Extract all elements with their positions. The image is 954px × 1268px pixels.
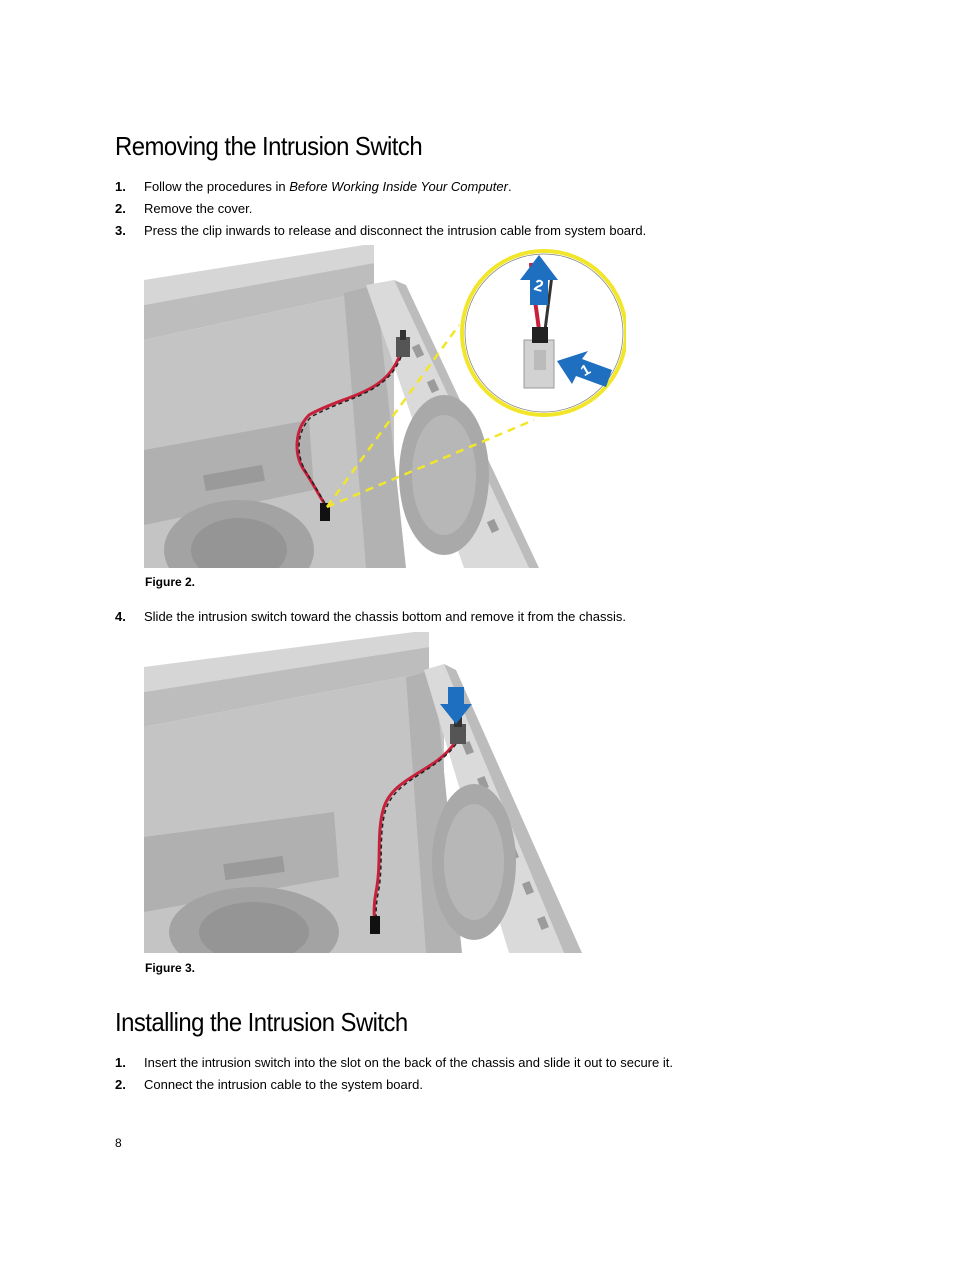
- step-number: 1.: [115, 1055, 126, 1070]
- figure-2-caption: Figure 2.: [145, 575, 196, 589]
- step-number: 2.: [115, 1077, 126, 1092]
- callout-2: 2: [532, 277, 546, 296]
- callout-1: 1: [577, 361, 594, 381]
- figure-3-image: [144, 632, 582, 953]
- figure-3-caption: Figure 3.: [145, 961, 196, 975]
- step-number: 3.: [115, 223, 126, 238]
- figure-2-image: [144, 245, 626, 568]
- step-text: Insert the intrusion switch into the slot on the back of the chassis and slide it out to secure it.: [144, 1055, 673, 1070]
- step-text: Connect the intrusion cable to the system board.: [144, 1077, 423, 1092]
- page-number: 8: [115, 1136, 122, 1150]
- step-text: Slide the intrusion switch toward the chassis bottom and remove it from the chassis.: [144, 609, 626, 624]
- step-text-lead: Follow the procedures in: [144, 179, 290, 194]
- figure-2-illustration: [144, 245, 626, 568]
- step-text: Press the clip inwards to release and disconnect the intrusion cable from system board.: [144, 223, 647, 238]
- section-title-installing: Installing the Intrusion Switch: [115, 1007, 408, 1037]
- step-number: 1.: [115, 179, 126, 194]
- step-text: [144, 179, 512, 195]
- step-text: Remove the cover.: [144, 201, 253, 216]
- cross-reference-link: Before Working Inside Your Computer: [289, 179, 508, 194]
- step-number: 4.: [115, 609, 126, 624]
- step-number: 2.: [115, 201, 126, 216]
- step-text-end: .: [507, 179, 512, 194]
- section-title-removing: Removing the Intrusion Switch: [115, 131, 423, 161]
- figure-3-illustration: [144, 632, 582, 953]
